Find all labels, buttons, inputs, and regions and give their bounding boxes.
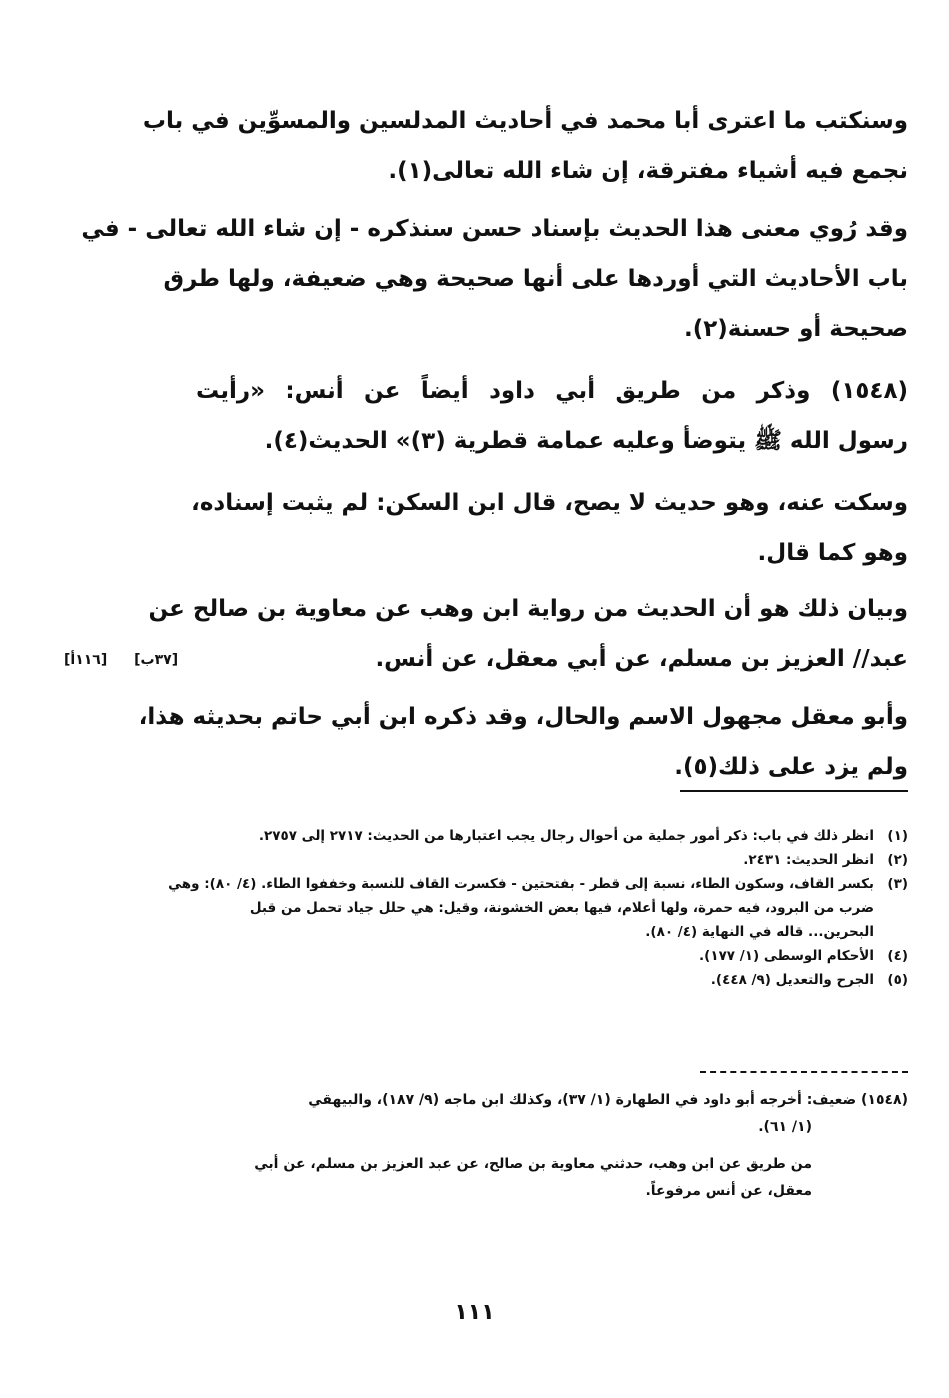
takhrij-note [196, 1087, 908, 1205]
paragraph-4-line-1: وسكت عنه، وهو حديث لا يصح، قال ابن السكن: لم يثبت إسناده، [191, 490, 908, 516]
footnotes [168, 824, 908, 992]
footnote-1-line-1: انظر ذلك في باب: ذكر أمور جملية من أحوال رجال يجب اعتبارها من الحديث: ٢٧١٧ إلى ٢٧٥٧. [258, 828, 874, 844]
footnote-1 [196, 824, 908, 848]
page-number: ١١١ [454, 1300, 495, 1325]
paragraph-1-line-2: نجمع فيه أشياء مفترقة، إن شاء الله تعالى(١). [388, 158, 908, 184]
footnote-4 [196, 944, 908, 968]
footnote-5 [196, 968, 908, 992]
footnote-4-marker: (٤) [887, 948, 908, 964]
footnote-4-line-1: الأحكام الوسطى (١/ ١٧٧). [699, 948, 874, 964]
footnote-separator [680, 790, 908, 792]
footnote-3-line-2: ضرب من البرود، فيه حمرة، ولها أعلام، فيها بعض الخشونة، وقيل: هي حلل جياد تحمل من قبل [249, 900, 874, 916]
paragraph-1 [142, 96, 908, 196]
paragraph-6-line-2: ولم يزد على ذلك(٥). [674, 754, 908, 780]
takhrij-line-1 [196, 1087, 908, 1114]
footnote-3 [168, 872, 908, 944]
hadith-number: (١٥٤٨) [830, 378, 908, 404]
hadith-line-2: رسول الله ﷺ يتوضأ وعليه عمامة قطرية (٣)» الحديث(٤). [264, 428, 908, 454]
footnote-3-line-3: البحرين... قاله في النهاية (٤/ ٨٠). [645, 924, 874, 940]
footnote-2 [196, 848, 908, 872]
paragraph-4-line-2: وهو كما قال. [757, 540, 908, 566]
paragraph-6 [138, 692, 908, 792]
paragraph-2-line-1: وقد رُوي معنى هذا الحديث بإسناد حسن سنذكره - إن شاء الله تعالى - في [81, 216, 908, 242]
paragraph-6-line-1: وأبو معقل مجهول الاسم والحال، وقد ذكره ابن أبي حاتم بحديثه هذا، [138, 704, 908, 730]
margin-ref-1: [٣٧ب] [134, 652, 179, 668]
takhrij-line-4: معقل، عن أنس مرفوعاً. [645, 1183, 812, 1199]
footnote-2-line-1: انظر الحديث: ٢٤٣١. [743, 852, 874, 868]
margin-ref-2: [١١٦أ] [64, 652, 108, 668]
hadith-line-1 [196, 366, 908, 416]
paragraph-2 [81, 204, 908, 354]
takhrij-line-2: (١/ ٦١). [758, 1119, 812, 1135]
paragraph-2-line-2: باب الأحاديث التي أوردها على أنها صحيحة وهي ضعيفة، ولها طرق [163, 266, 908, 292]
paragraph-5-line-2: عبد// العزيز بن مسلم، عن أبي معقل، عن أنس. [375, 646, 908, 672]
footnote-3-marker: (٣) [887, 876, 908, 892]
footnote-5-line-1: الجرح والتعديل (٩/ ٤٤٨). [710, 972, 874, 988]
paragraph-5-line-1: وبيان ذلك هو أن الحديث من رواية ابن وهب عن معاوية بن صالح عن [148, 596, 908, 622]
paragraph-1-line-1: وسنكتب ما اعترى أبا محمد في أحاديث المدلسين والمسوِّين في باب [142, 108, 908, 134]
margin-manuscript-refs [42, 652, 178, 668]
takhrij-separator [700, 1071, 908, 1073]
paragraph-2-line-3: صحيحة أو حسنة(٢). [683, 316, 908, 342]
footnote-3-line-1: بكسر القاف، وسكون الطاء، نسبة إلى قطر - بفتحتين - فكسرت القاف للنسبة وخففوا الطاء. (٤/ ٨٠): وهي [168, 876, 874, 892]
takhrij-number: (١٥٤٨) [861, 1092, 908, 1108]
paragraph-4 [191, 478, 908, 578]
hadith-paragraph [196, 366, 908, 466]
footnote-5-marker: (٥) [887, 972, 908, 988]
hadith-line-1-text: وذكر من طريق أبي داود أيضاً عن أنس: «رأيت [196, 378, 811, 404]
footnote-1-marker: (١) [887, 828, 908, 844]
footnote-2-marker: (٢) [887, 852, 908, 868]
takhrij-line-3: من طريق عن ابن وهب، حدثني معاوية بن صالح، عن عبد العزيز بن مسلم، عن أبي [254, 1156, 812, 1172]
takhrij-line-1-text: ضعيف: أخرجه أبو داود في الطهارة (١/ ٣٧)، وكذلك ابن ماجه (٩/ ١٨٧)، والبيهقي [308, 1092, 857, 1108]
